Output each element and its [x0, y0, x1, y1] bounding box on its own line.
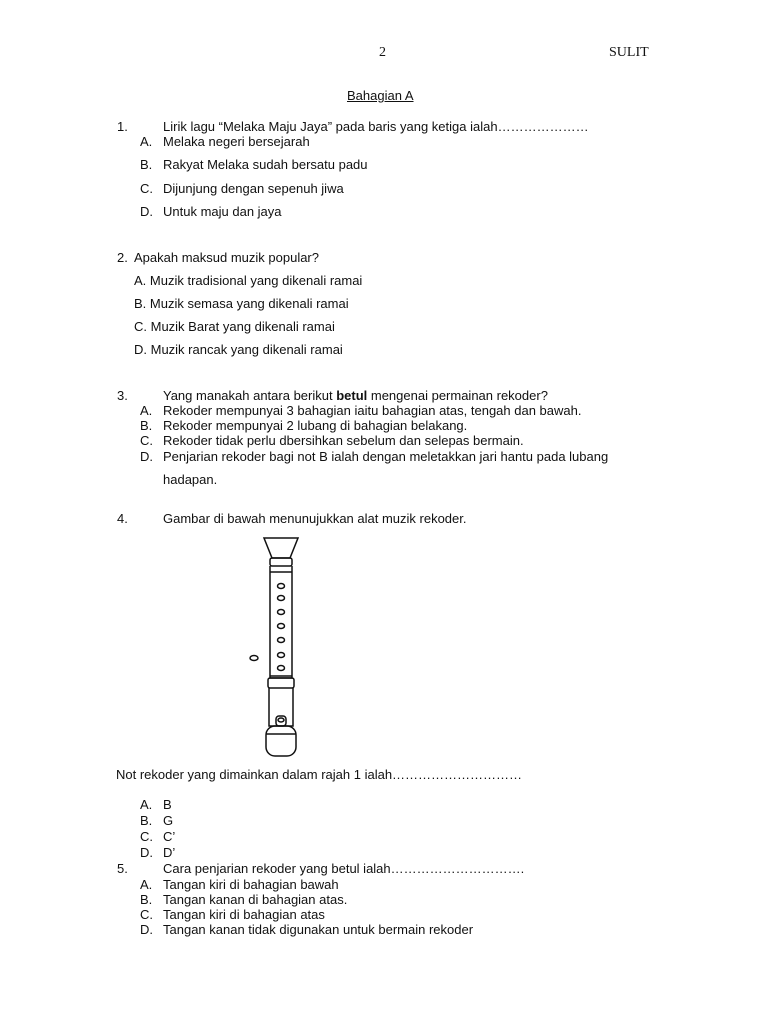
option-text: Untuk maju dan jaya	[163, 204, 282, 219]
option-label: A.	[140, 797, 153, 812]
question-number: 3.	[117, 388, 128, 403]
option-label: C.	[140, 181, 153, 196]
question-number: 2.	[117, 250, 128, 265]
question-text: Lirik lagu “Melaka Maju Jaya” pada baris yang ketiga ialah…………………	[163, 119, 589, 134]
question-number: 5.	[117, 861, 128, 876]
option-text: Tangan kanan tidak digunakan untuk bermain rekoder	[163, 922, 474, 937]
option-text: Rekoder mempunyai 2 lubang di bahagian belakang.	[163, 418, 468, 433]
option-text: C’	[163, 829, 176, 844]
option-label: A.	[140, 877, 153, 892]
option-label: C.	[140, 433, 153, 448]
question-number: 1.	[117, 119, 128, 134]
option-label: D.	[140, 922, 153, 937]
option-text: B. Muzik semasa yang dikenali ramai	[134, 296, 349, 311]
option-label: C.	[140, 829, 153, 844]
classification-label: SULIT	[609, 45, 649, 60]
option-label: C.	[140, 907, 153, 922]
section-title: Bahagian A	[347, 88, 414, 103]
option-text: B	[163, 797, 172, 812]
page-number: 2	[379, 45, 386, 60]
option-text: D. Muzik rancak yang dikenali ramai	[134, 342, 343, 357]
option-text: Tangan kanan di bahagian atas.	[163, 892, 348, 907]
option-text: Tangan kiri di bahagian atas	[163, 907, 325, 922]
question-text: Apakah maksud muzik popular?	[134, 250, 319, 265]
question-text: Yang manakah antara berikut betul mengenai permainan rekoder?	[163, 388, 548, 403]
option-text: Dijunjung dengan sepenuh jiwa	[163, 181, 344, 196]
recorder-illustration	[244, 534, 308, 762]
option-text: Rekoder tidak perlu dbersihkan sebelum dan selepas bermain.	[163, 433, 524, 448]
option-label: D.	[140, 449, 153, 464]
question-text: Cara penjarian rekoder yang betul ialah………………………….	[163, 861, 525, 876]
option-label: D.	[140, 845, 153, 860]
option-text: Melaka negeri bersejarah	[163, 134, 310, 149]
option-label: B.	[140, 418, 153, 433]
option-text: Penjarian rekoder bagi not B ialah dengan meletakkan jari hantu pada lubang	[163, 449, 609, 464]
option-text: Tangan kiri di bahagian bawah	[163, 877, 339, 892]
option-label: B.	[140, 157, 153, 172]
option-label: B.	[140, 813, 153, 828]
question-prompt: Not rekoder yang dimainkan dalam rajah 1 ialah…………………………	[116, 767, 523, 782]
question-text: Gambar di bawah menunujukkan alat muzik rekoder.	[163, 511, 467, 526]
option-text: G	[163, 813, 174, 828]
option-label: B.	[140, 892, 153, 907]
option-text: D’	[163, 845, 176, 860]
option-label: A.	[140, 134, 153, 149]
option-text: Rekoder mempunyai 3 bahagian iaitu bahagian atas, tengah dan bawah.	[163, 403, 582, 418]
option-text: A. Muzik tradisional yang dikenali ramai	[134, 273, 363, 288]
option-label: A.	[140, 403, 153, 418]
option-text: Rakyat Melaka sudah bersatu padu	[163, 157, 368, 172]
question-number: 4.	[117, 511, 128, 526]
option-text: C. Muzik Barat yang dikenali ramai	[134, 319, 335, 334]
emphasis-text: betul	[336, 388, 368, 403]
option-text-continued: hadapan.	[163, 472, 218, 487]
option-label: D.	[140, 204, 153, 219]
